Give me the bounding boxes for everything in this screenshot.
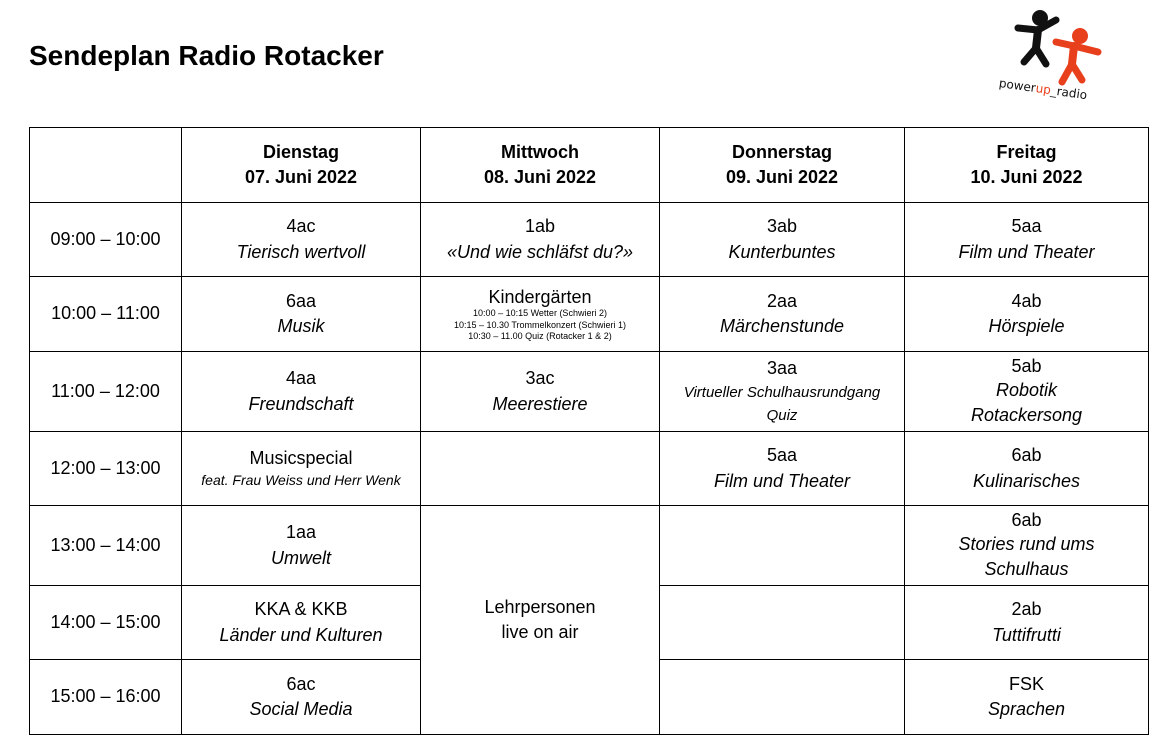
slot-cell: 5aa Film und Theater [905, 203, 1149, 277]
table-row [30, 277, 1149, 352]
slot-cell: 6ab Kulinarisches [905, 432, 1149, 506]
time-cell: 10:00 – 11:00 [30, 277, 182, 352]
day-header: Mittwoch 08. Juni 2022 [421, 128, 660, 203]
slot-cell: 4ac Tierisch wertvoll [182, 203, 421, 277]
slot-cell-empty [660, 586, 905, 660]
time-cell: 13:00 – 14:00 [30, 506, 182, 586]
slot-cell: 1aa Umwelt [182, 506, 421, 586]
slot-cell: 2ab Tuttifrutti [905, 586, 1149, 660]
day-header: Donnerstag 09. Juni 2022 [660, 128, 905, 203]
day-header: Dienstag 07. Juni 2022 [182, 128, 421, 203]
time-cell: 14:00 – 15:00 [30, 586, 182, 660]
slot-cell: 1ab «Und wie schläfst du?» [421, 203, 660, 277]
slot-cell-merged: Lehrpersonen live on air [421, 506, 660, 735]
slot-cell: FSK Sprachen [905, 660, 1149, 735]
slot-cell: 6ac Social Media [182, 660, 421, 735]
slot-cell: KKA & KKB Länder und Kulturen [182, 586, 421, 660]
slot-cell: 2aa Märchenstunde [660, 277, 905, 352]
table-row [30, 506, 1149, 586]
slot-cell-empty [421, 432, 660, 506]
day-header: Freitag 10. Juni 2022 [905, 128, 1149, 203]
slot-cell-empty [660, 506, 905, 586]
slot-cell: Kindergärten 10:00 – 10:15 Wetter (Schwieri 2) 10:15 – 10.30 Trommelkonzert (Schwieri 1) 10:30 – 11.00 Quiz (Rotacker 1 & 2) [421, 277, 660, 352]
corner-cell [30, 128, 182, 203]
time-cell: 09:00 – 10:00 [30, 203, 182, 277]
page-title: Sendeplan Radio Rotacker [29, 40, 384, 71]
slot-cell: 4ab Hörspiele [905, 277, 1149, 352]
slot-cell: Musicspecial feat. Frau Weiss und Herr Wenk [182, 432, 421, 506]
table-row [30, 352, 1149, 432]
slot-cell: 3ac Meerestiere [421, 352, 660, 432]
table-row [30, 432, 1149, 506]
header-row [30, 128, 1149, 203]
logo-figures-icon [998, 6, 1110, 86]
time-cell: 15:00 – 16:00 [30, 660, 182, 735]
slot-cell: 3ab Kunterbuntes [660, 203, 905, 277]
slot-cell: 5aa Film und Theater [660, 432, 905, 506]
schedule-table [29, 127, 1149, 735]
slot-cell: 3aa Virtueller Schulhausrundgang Quiz [660, 352, 905, 432]
power-up-radio-logo [998, 6, 1110, 106]
logo-wordmark: powerup_radio [998, 76, 1089, 103]
slot-cell: 5ab Robotik Rotackersong [905, 352, 1149, 432]
time-cell: 12:00 – 13:00 [30, 432, 182, 506]
slot-cell: 4aa Freundschaft [182, 352, 421, 432]
slot-cell: 6ab Stories rund ums Schulhaus [905, 506, 1149, 586]
slot-cell: 6aa Musik [182, 277, 421, 352]
time-cell: 11:00 – 12:00 [30, 352, 182, 432]
slot-cell-empty [660, 660, 905, 735]
table-row [30, 203, 1149, 277]
